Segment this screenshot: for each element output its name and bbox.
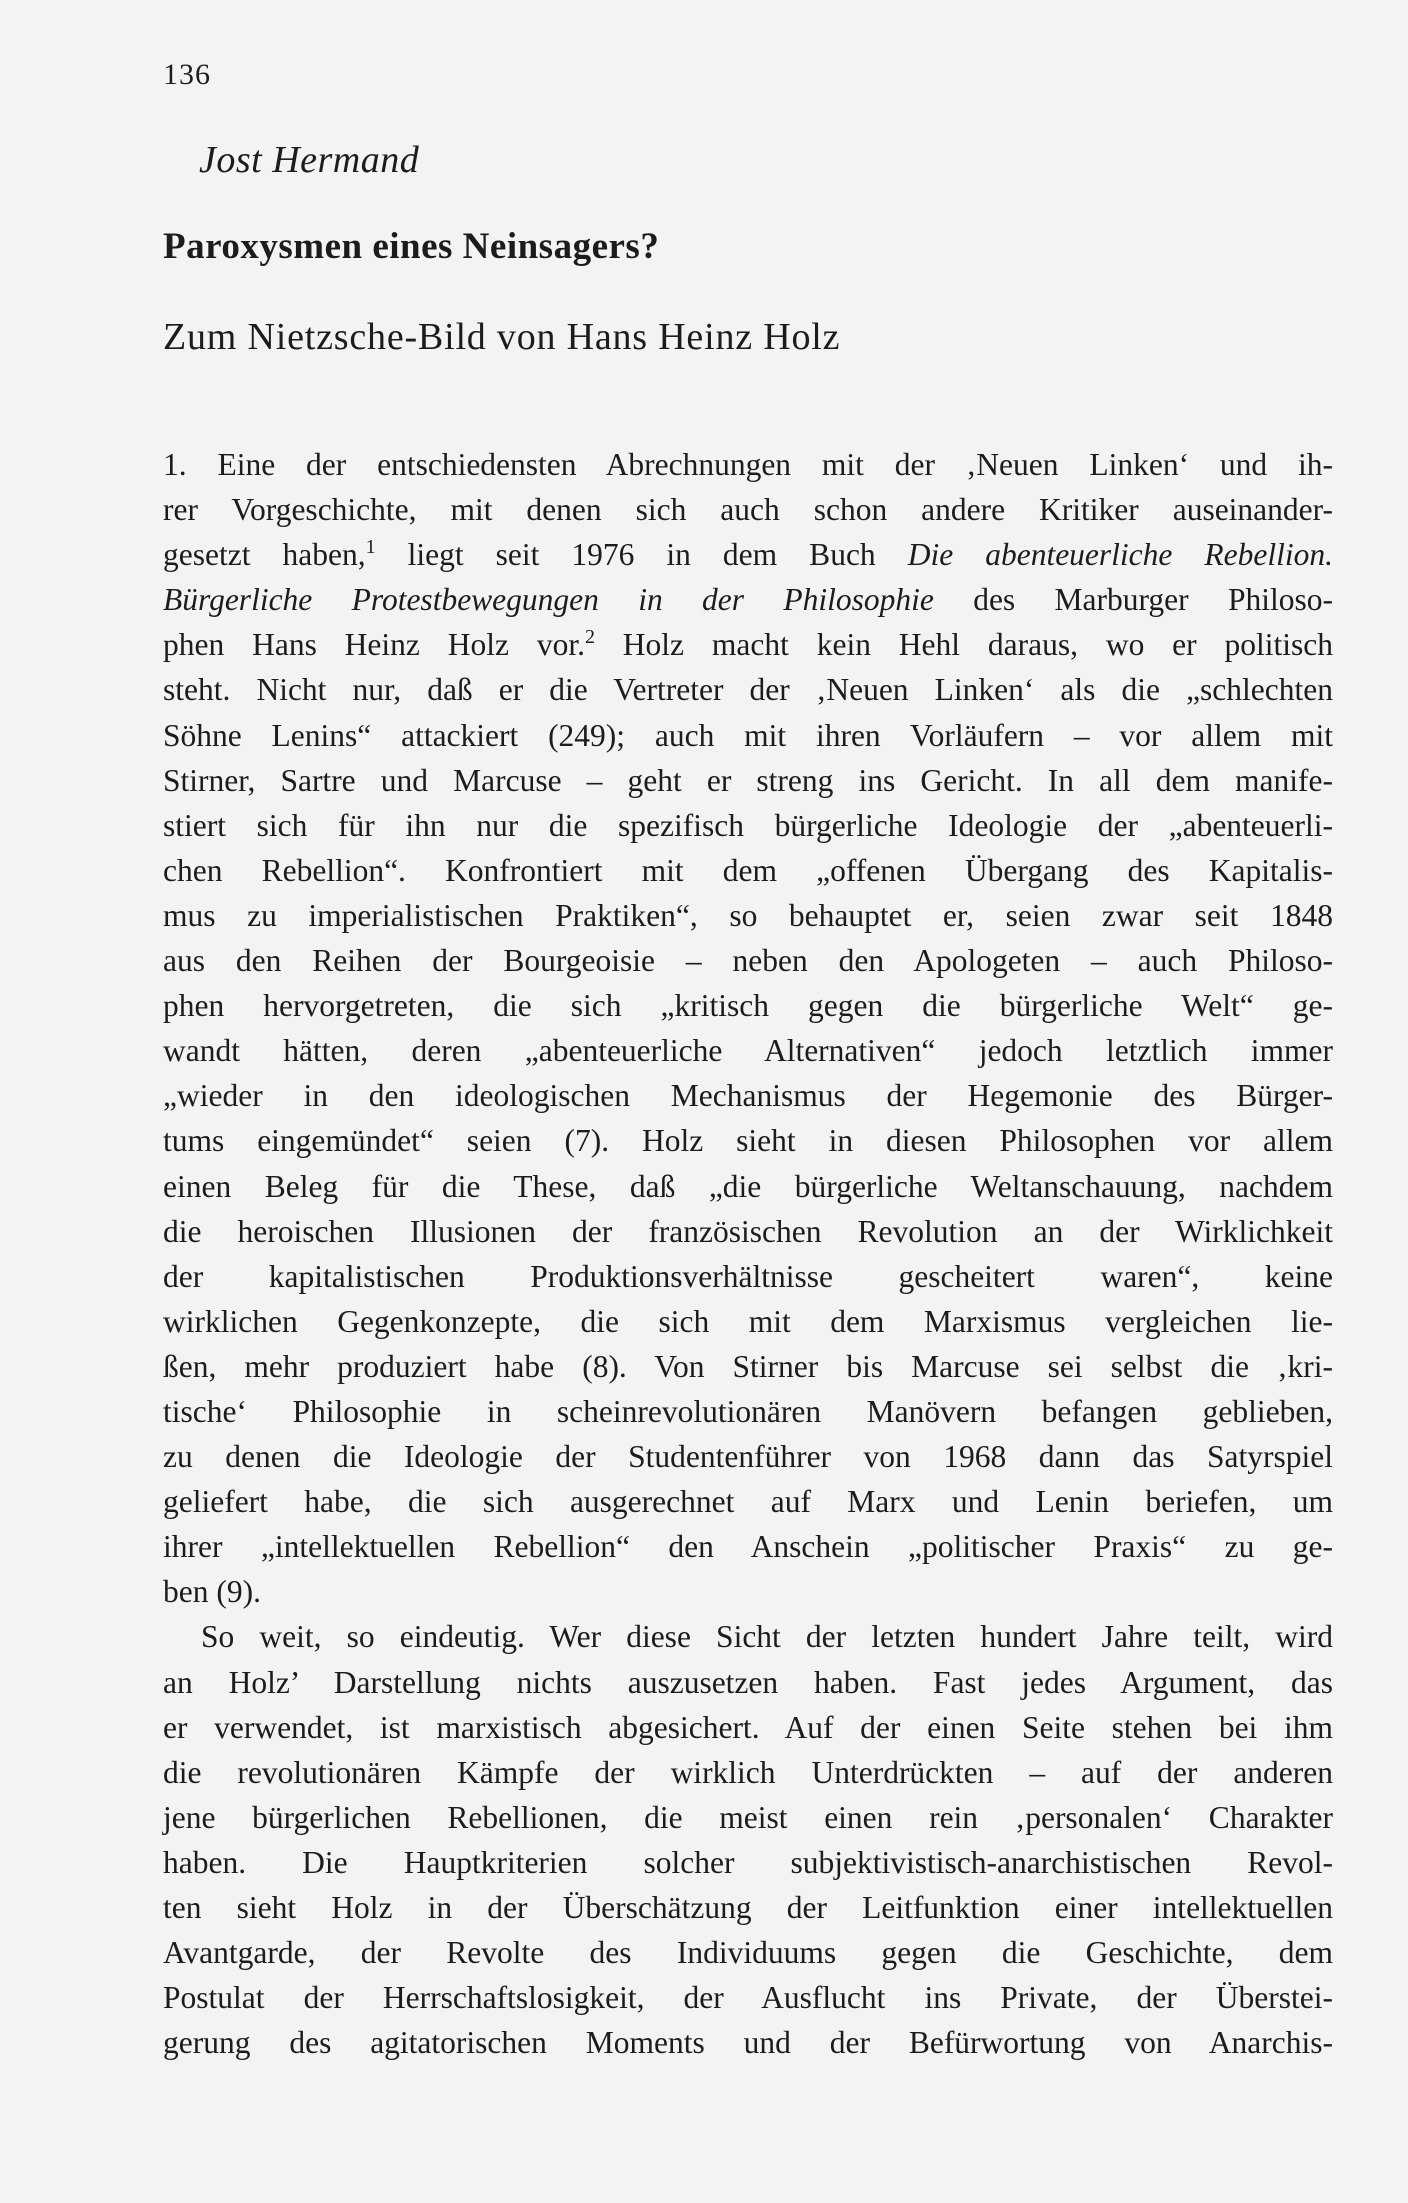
text-segment: phen hervorgetreten, die sich „kritisch gegen die bürgerliche Welt“ ge-	[163, 988, 1333, 1024]
text-segment: steht. Nicht nur, daß er die Vertreter der ‚Neuen Linken‘ als die „schlechten	[163, 672, 1333, 708]
text-line	[163, 1885, 1333, 1930]
text-segment: Die abenteuerliche Rebellion.	[907, 537, 1333, 573]
text-segment: mus zu imperialistischen Praktiken“, so behauptet er, seien zwar seit 1848	[163, 897, 1333, 933]
text-segment: des Marburger Philoso-	[933, 582, 1333, 618]
text-segment: wirklichen Gegenkonzepte, die sich mit dem Marxismus vergleichen lie-	[163, 1303, 1333, 1339]
text-segment: einen Beleg für die These, daß „die bürgerliche Weltanschauung, nachdem	[163, 1168, 1333, 1204]
text-segment: die revolutionären Kämpfe der wirklich Unterdrückten – auf der anderen	[163, 1754, 1333, 1790]
footnote-marker: 2	[584, 626, 595, 649]
text-line	[163, 622, 1333, 667]
text-line	[163, 1299, 1333, 1344]
text-line	[163, 1344, 1333, 1389]
text-line	[163, 667, 1333, 712]
text-segment: ben (9).	[163, 1574, 261, 1610]
text-segment: Söhne Lenins“ attackiert (249); auch mit ihren Vorläufern – vor allem mit	[163, 717, 1333, 753]
text-segment: stiert sich für ihn nur die spezifisch bürgerliche Ideologie der „abenteuerli-	[163, 807, 1333, 843]
text-line	[163, 938, 1333, 983]
text-segment: ten sieht Holz in der Überschätzung der Leitfunktion einer intellektuellen	[163, 1890, 1333, 1925]
text-line	[163, 983, 1333, 1028]
text-segment: Bürgerliche Protestbewegungen in der Philosophie	[163, 582, 934, 618]
text-line	[163, 1795, 1333, 1840]
text-line	[163, 893, 1333, 938]
text-segment: ßen, mehr produziert habe (8). Von Stirner bis Marcuse sei selbst die ‚kri-	[163, 1348, 1333, 1384]
text-segment: gerung des agitatorischen Moments und der Befürwortung von Anarchis-	[163, 2025, 1333, 2061]
text-line	[163, 1479, 1333, 1524]
text-line	[163, 487, 1333, 532]
text-line	[163, 758, 1333, 803]
text-segment: phen Hans Heinz Holz vor.	[163, 627, 585, 663]
text-segment: rer Vorgeschichte, mit denen sich auch schon andere Kritiker auseinander-	[163, 492, 1333, 528]
text-line	[163, 1840, 1333, 1885]
text-line	[163, 848, 1333, 893]
text-line	[163, 803, 1333, 848]
text-line	[163, 1750, 1333, 1795]
text-segment: „wieder in den ideologischen Mechanismus der Hegemonie des Bürger-	[163, 1078, 1333, 1114]
text-segment: an Holz’ Darstellung nichts auszusetzen haben. Fast jedes Argument, das	[163, 1664, 1333, 1700]
text-segment: die heroischen Illusionen der französischen Revolution an der Wirklichkeit	[163, 1213, 1333, 1249]
text-line	[163, 1614, 1333, 1659]
author-name: Jost Hermand	[199, 139, 420, 181]
text-line	[163, 1975, 1333, 2020]
text-line	[163, 1705, 1333, 1750]
text-segment: Avantgarde, der Revolte des Individuums gegen die Geschichte, dem	[163, 1935, 1333, 1971]
text-segment: aus den Reihen der Bourgeoisie – neben den Apologeten – auch Philoso-	[163, 943, 1333, 979]
text-segment: wandt hätten, deren „abenteuerliche Alternativen“ jedoch letztlich immer	[163, 1033, 1333, 1069]
text-line	[163, 1569, 1333, 1614]
text-segment: Postulat der Herrschaftslosigkeit, der Ausflucht ins Private, der Überstei-	[163, 1980, 1333, 2016]
text-segment: jene bürgerlichen Rebellionen, die meist einen rein ‚personalen‘ Charakter	[163, 1799, 1333, 1835]
text-segment: tische‘ Philosophie in scheinrevolutionären Manövern befangen geblieben,	[163, 1393, 1333, 1429]
text-line	[163, 442, 1333, 487]
text-line	[163, 1389, 1333, 1434]
text-line	[163, 1073, 1333, 1118]
text-segment: gesetzt haben,	[163, 537, 366, 573]
text-line	[163, 713, 1333, 758]
footnote-marker: 1	[365, 536, 376, 559]
text-line	[163, 1164, 1333, 1209]
text-line	[163, 2020, 1333, 2065]
text-segment: liegt seit 1976 in dem Buch	[375, 537, 908, 573]
text-line	[163, 1524, 1333, 1569]
text-segment: 1. Eine der entschiedensten Abrechnungen mit der ‚Neuen Linken‘ und ih-	[163, 447, 1333, 482]
text-segment: haben. Die Hauptkriterien solcher subjektivistisch-anarchistischen Revol-	[163, 1844, 1333, 1880]
text-line	[163, 1118, 1333, 1163]
body-text	[163, 442, 1333, 2065]
text-segment: chen Rebellion“. Konfrontiert mit dem „offenen Übergang des Kapitalis-	[163, 852, 1333, 888]
text-line	[163, 1930, 1333, 1975]
text-line	[163, 1209, 1333, 1254]
text-line	[163, 532, 1333, 577]
article-subtitle: Zum Nietzsche-Bild von Hans Heinz Holz	[163, 316, 841, 358]
text-segment: geliefert habe, die sich ausgerechnet auf Marx und Lenin beriefen, um	[163, 1484, 1333, 1520]
text-line	[163, 1660, 1333, 1705]
text-segment: zu denen die Ideologie der Studentenführer von 1968 dann das Satyrspiel	[163, 1439, 1333, 1475]
text-segment: So weit, so eindeutig. Wer diese Sicht der letzten hundert Jahre teilt, wird	[201, 1619, 1333, 1655]
article-title: Paroxysmen eines Neinsagers?	[163, 226, 660, 267]
text-segment: der kapitalistischen Produktionsverhältnisse gescheitert waren“, keine	[163, 1258, 1333, 1294]
text-line	[163, 1028, 1333, 1073]
page-number: 136	[163, 58, 211, 91]
text-line	[163, 1254, 1333, 1299]
text-segment: Stirner, Sartre und Marcuse – geht er streng ins Gericht. In all dem manife-	[163, 762, 1333, 798]
text-line	[163, 577, 1333, 622]
text-segment: er verwendet, ist marxistisch abgesichert. Auf der einen Seite stehen bei ihm	[163, 1709, 1333, 1745]
text-segment: tums eingemündet“ seien (7). Holz sieht in diesen Philosophen vor allem	[163, 1123, 1333, 1159]
text-line	[163, 1434, 1333, 1479]
text-segment: ihrer „intellektuellen Rebellion“ den Anschein „politischer Praxis“ zu ge-	[163, 1529, 1333, 1565]
text-segment: Holz macht kein Hehl daraus, wo er politisch	[594, 627, 1333, 663]
